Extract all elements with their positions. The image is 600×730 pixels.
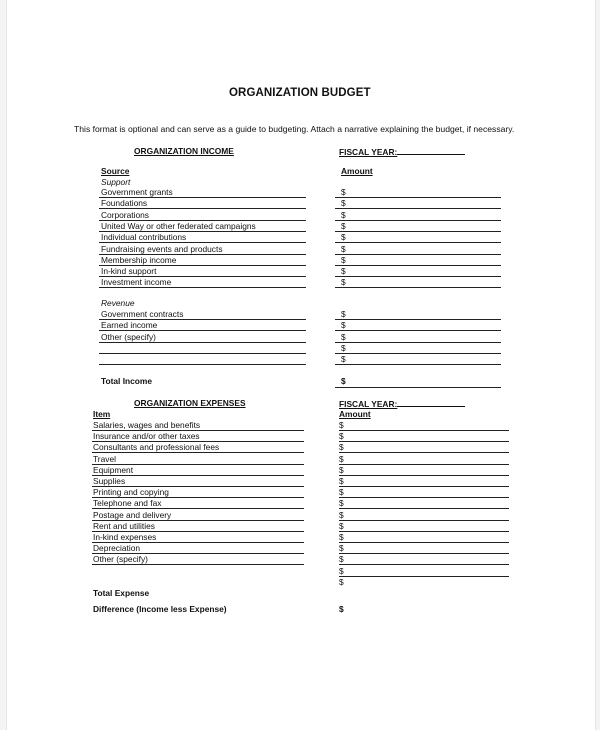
expense-item-dollar: $ bbox=[339, 464, 344, 475]
support-item-label: United Way or other federated campaigns bbox=[101, 220, 256, 231]
expense-item-dollar: $ bbox=[339, 487, 344, 498]
expenses-fiscal-year bbox=[339, 398, 465, 409]
support-item-amount-line[interactable] bbox=[335, 276, 501, 277]
expense-item-line bbox=[92, 564, 304, 565]
expense-item-dollar: $ bbox=[339, 509, 344, 520]
expense-item-label: Salaries, wages and benefits bbox=[93, 420, 201, 430]
support-item-dollar: $ bbox=[341, 254, 346, 265]
expense-item-dollar: $ bbox=[339, 554, 344, 565]
revenue-item-dollar: $ bbox=[341, 309, 346, 319]
expense-item-label: Supplies bbox=[93, 476, 126, 486]
support-item-label: Government grants bbox=[101, 187, 173, 197]
revenue-item-amount-line[interactable] bbox=[335, 342, 501, 343]
support-item-label: Foundations bbox=[101, 198, 148, 209]
support-item-amount-line[interactable] bbox=[335, 287, 501, 288]
revenue-subheading: Revenue bbox=[101, 298, 135, 308]
support-item-dollar: $ bbox=[341, 277, 346, 288]
support-item-label: Individual contributions bbox=[101, 232, 187, 243]
revenue-item-dollar: $ bbox=[341, 320, 346, 331]
total-income-dollar: $ bbox=[341, 376, 346, 386]
expenses-fiscal-year-blank bbox=[397, 398, 465, 407]
support-item-amount-line[interactable] bbox=[335, 220, 501, 221]
support-item-label: In-kind support bbox=[101, 266, 157, 277]
expense-item-dollar: $ bbox=[339, 476, 344, 486]
expense-item-label: Postage and delivery bbox=[93, 509, 172, 520]
difference-label: Difference (Income less Expense) bbox=[93, 604, 227, 614]
revenue-item-label: Earned income bbox=[101, 320, 158, 331]
support-item-dollar: $ bbox=[341, 220, 346, 231]
expense-blank-amount-line[interactable] bbox=[339, 576, 509, 577]
expense-item-amount-line[interactable] bbox=[339, 497, 509, 498]
expenses-heading: ORGANIZATION EXPENSES bbox=[134, 398, 246, 408]
support-item-dollar: $ bbox=[341, 209, 346, 220]
expense-item-amount-line[interactable] bbox=[339, 542, 509, 543]
expenses-fiscal-year-label: FISCAL YEAR: bbox=[339, 399, 398, 409]
expense-item-label: Other (specify) bbox=[93, 554, 148, 565]
support-item-amount-line[interactable] bbox=[335, 208, 501, 209]
support-item-dollar: $ bbox=[341, 243, 346, 254]
income-fiscal-year bbox=[339, 146, 465, 157]
expense-item-dollar: $ bbox=[339, 431, 344, 442]
total-income-label: Total Income bbox=[101, 376, 153, 386]
expense-item-dollar: $ bbox=[339, 520, 344, 531]
revenue-item-label: Other (specify) bbox=[101, 331, 156, 342]
expense-item-amount-line[interactable] bbox=[339, 508, 509, 509]
revenue-item-amount-line[interactable] bbox=[335, 330, 501, 331]
expense-item-amount-line[interactable] bbox=[339, 464, 509, 465]
expense-item-label: Consultants and professional fees bbox=[93, 442, 220, 453]
support-item-amount-line[interactable] bbox=[335, 242, 501, 243]
total-income-line bbox=[335, 387, 501, 388]
expense-item-label: Printing and copying bbox=[93, 487, 169, 498]
expense-item-amount-line[interactable] bbox=[339, 452, 509, 453]
expense-item-dollar: $ bbox=[339, 442, 344, 453]
revenue-item-label: Government contracts bbox=[101, 309, 184, 319]
revenue-blank-amount-line[interactable] bbox=[335, 364, 501, 365]
revenue-item-line bbox=[99, 342, 306, 343]
expense-item-amount-line[interactable] bbox=[339, 531, 509, 532]
support-item-label: Investment income bbox=[101, 277, 172, 288]
expense-item-label: Travel bbox=[93, 453, 116, 464]
support-subheading: Support bbox=[101, 177, 131, 187]
support-item-amount-line[interactable] bbox=[335, 197, 501, 198]
expense-item-amount-line[interactable] bbox=[339, 475, 509, 476]
expense-item-amount-line[interactable] bbox=[339, 430, 509, 431]
intro-text: This format is optional and can serve as a guide to budgeting. Attach a narrative explaining the budget, if necessary. bbox=[74, 124, 515, 134]
revenue-blank-line bbox=[99, 353, 306, 354]
income-heading: ORGANIZATION INCOME bbox=[134, 146, 234, 156]
support-item-amount-line[interactable] bbox=[335, 254, 501, 255]
expense-item-dollar: $ bbox=[339, 532, 344, 542]
document-page bbox=[6, 0, 596, 730]
support-item-dollar: $ bbox=[341, 198, 346, 209]
difference-dollar: $ bbox=[339, 604, 344, 614]
revenue-item-dollar: $ bbox=[341, 331, 346, 342]
expense-item-amount-line[interactable] bbox=[339, 553, 509, 554]
revenue-item-amount-line[interactable] bbox=[335, 319, 501, 320]
revenue-blank-amount-line[interactable] bbox=[335, 353, 501, 354]
expenses-amount-header: Amount bbox=[339, 409, 371, 419]
expense-item-dollar: $ bbox=[339, 420, 344, 430]
support-item-dollar: $ bbox=[341, 187, 346, 197]
expense-item-amount-line[interactable] bbox=[339, 520, 509, 521]
support-item-label: Fundraising events and products bbox=[101, 243, 223, 254]
expense-item-dollar: $ bbox=[339, 543, 344, 554]
support-item-label: Membership income bbox=[101, 254, 177, 265]
expense-item-label: Depreciation bbox=[93, 543, 141, 554]
expense-item-amount-line[interactable] bbox=[339, 564, 509, 565]
revenue-blank-dollar: $ bbox=[341, 343, 346, 353]
support-item-label: Corporations bbox=[101, 209, 149, 220]
expense-item-label: Rent and utilities bbox=[93, 520, 155, 531]
revenue-blank-line bbox=[99, 364, 306, 365]
support-item-dollar: $ bbox=[341, 232, 346, 243]
expenses-item-header: Item bbox=[93, 409, 111, 419]
expense-item-dollar: $ bbox=[339, 498, 344, 509]
expense-item-label: Insurance and/or other taxes bbox=[93, 431, 200, 442]
expense-item-label: Telephone and fax bbox=[93, 498, 162, 509]
support-item-amount-line[interactable] bbox=[335, 231, 501, 232]
expense-item-amount-line[interactable] bbox=[339, 486, 509, 487]
expense-item-line bbox=[92, 452, 304, 453]
page-title: ORGANIZATION BUDGET bbox=[229, 87, 371, 99]
expense-blank-dollar: $ bbox=[339, 577, 344, 588]
expense-item-amount-line[interactable] bbox=[339, 441, 509, 442]
total-expense-label: Total Expense bbox=[93, 588, 150, 598]
support-item-line bbox=[99, 287, 306, 288]
income-source-header: Source bbox=[101, 166, 130, 176]
income-fiscal-year-blank bbox=[397, 146, 465, 155]
expense-item-label: In-kind expenses bbox=[93, 532, 157, 542]
revenue-blank-dollar: $ bbox=[341, 354, 346, 365]
expense-item-dollar: $ bbox=[339, 453, 344, 464]
support-item-amount-line[interactable] bbox=[335, 265, 501, 266]
expense-item-label: Equipment bbox=[93, 464, 134, 475]
income-amount-header: Amount bbox=[341, 166, 373, 176]
income-fiscal-year-label: FISCAL YEAR: bbox=[339, 147, 398, 157]
expense-blank-dollar: $ bbox=[339, 566, 344, 576]
support-item-dollar: $ bbox=[341, 266, 346, 277]
